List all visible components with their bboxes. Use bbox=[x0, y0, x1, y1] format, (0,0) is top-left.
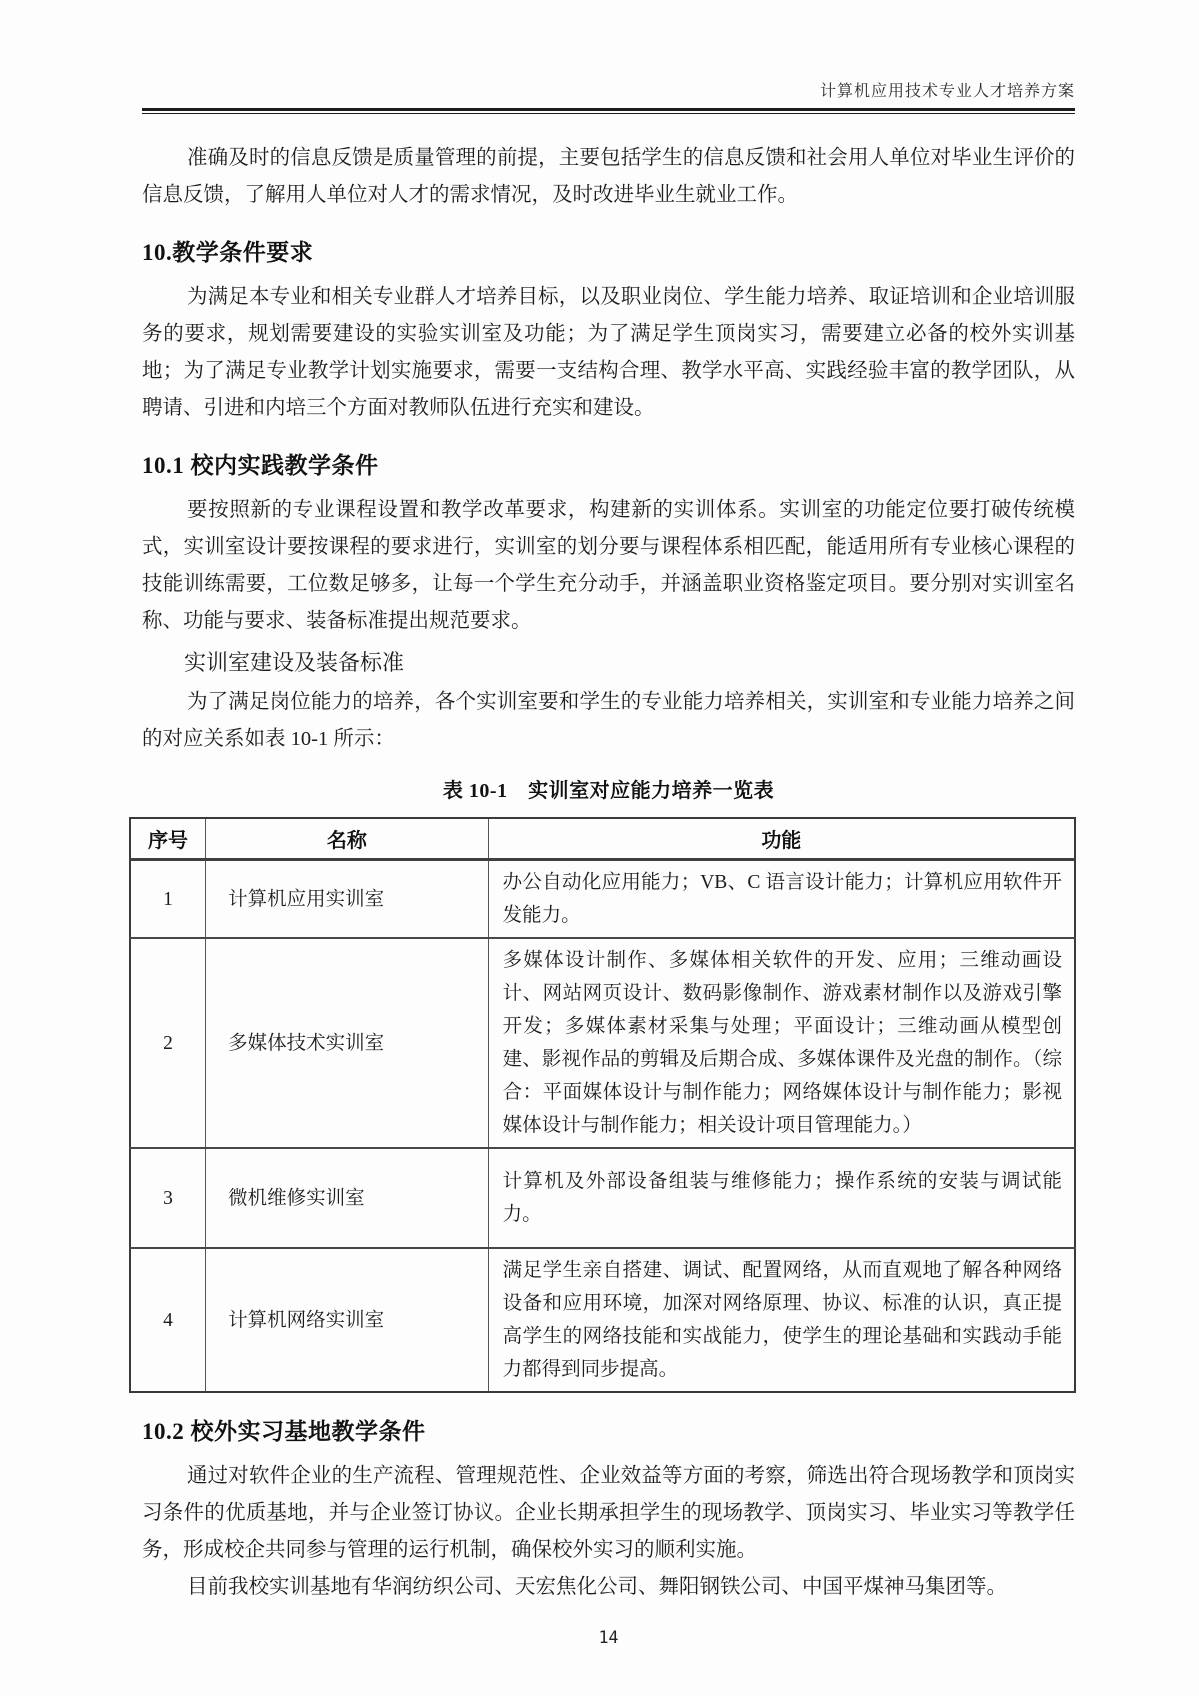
row-name: 计算机应用实训室 bbox=[206, 860, 489, 939]
table-row bbox=[130, 1148, 1075, 1248]
paragraph-10-1b: 为了满足岗位能力的培养，各个实训室要和学生的专业能力培养相关，实训室和专业能力培养之间的对应关系如表 10-1 所示： bbox=[142, 691, 1075, 750]
row-function: 办公自动化应用能力；VB、C 语言设计能力；计算机应用软件开发能力。 bbox=[488, 860, 1075, 939]
row-no: 1 bbox=[130, 860, 206, 939]
row-no: 2 bbox=[130, 938, 206, 1148]
row-function: 多媒体设计制作、多媒体相关软件的开发、应用；三维动画设计、网站网页设计、数码影像制作、游戏素材制作以及游戏引擎开发；多媒体素材采集与处理；平面设计；三维动画从模型创建、影视作品的剪辑及后期合成、多媒体课件及光盘的制作。（综合：平面媒体设计与制作能力；网络媒体设计与制作能力；影视媒体设计与制作能力；相关设计项目管理能力。） bbox=[488, 938, 1075, 1148]
paragraph-10-1a: 要按照新的专业课程设置和教学改革要求，构建新的实训体系。实训室的功能定位要打破传统模式，实训室设计要按课程的要求进行，实训室的划分要与课程体系相匹配，能适用所有专业核心课程的技能训练需要，工位数足够多，让每一个学生充分动手，并涵盖职业资格鉴定项目。要分别对实训室名称、功能与要求、装备标准提出规范要求。 bbox=[142, 499, 1075, 632]
row-no: 3 bbox=[130, 1148, 206, 1248]
row-name: 微机维修实训室 bbox=[206, 1148, 489, 1248]
table-header-row bbox=[130, 818, 1075, 860]
paragraph-10-2b: 目前我校实训基地有华润纺织公司、天宏焦化公司、舞阳钢铁公司、中国平煤神马集团等。 bbox=[187, 1576, 1007, 1598]
row-function: 满足学生亲自搭建、调试、配置网络，从而直观地了解各种网络设备和应用环境，加深对网络原理、协议、标准的认识，真正提高学生的网络技能和实战能力，使学生的理论基础和实践动手能力都得到同步提高。 bbox=[488, 1248, 1075, 1392]
subheading-lab-standard: 实训室建设及装备标准 bbox=[184, 650, 405, 675]
paragraph-intro: 准确及时的信息反馈是质量管理的前提，主要包括学生的信息反馈和社会用人单位对毕业生评价的信息反馈，了解用人单位对人才的需求情况，及时改进毕业生就业工作。 bbox=[142, 147, 1075, 206]
table-row bbox=[130, 860, 1075, 939]
header-rule bbox=[142, 108, 1075, 114]
training-room-ability-table bbox=[129, 817, 1076, 1393]
column-header-name: 名称 bbox=[206, 818, 489, 860]
row-name: 多媒体技术实训室 bbox=[206, 938, 489, 1148]
column-header-function: 功能 bbox=[488, 818, 1075, 860]
page-number: 14 bbox=[598, 1628, 619, 1647]
section-heading-10-1: 10.1 校内实践教学条件 bbox=[142, 453, 379, 478]
column-header-no: 序号 bbox=[130, 818, 206, 860]
table-row bbox=[130, 1248, 1075, 1392]
section-heading-10-2: 10.2 校外实习基地教学条件 bbox=[142, 1419, 426, 1444]
table-row bbox=[130, 938, 1075, 1148]
running-header-title: 计算机应用技术专业人才培养方案 bbox=[819, 83, 1075, 100]
row-name: 计算机网络实训室 bbox=[206, 1248, 489, 1392]
row-function: 计算机及外部设备组装与维修能力；操作系统的安装与调试能力。 bbox=[488, 1148, 1075, 1248]
paragraph-10: 为满足本专业和相关专业群人才培养目标，以及职业岗位、学生能力培养、取证培训和企业培训服务的要求，规划需要建设的实验实训室及功能；为了满足学生顶岗实习，需要建立必备的校外实训基地；为了满足专业教学计划实施要求，需要一支结构合理、教学水平高、实践经验丰富的教学团队，从聘请、引进和内培三个方面对教师队伍进行充实和建设。 bbox=[142, 286, 1075, 419]
section-heading-10: 10.教学条件要求 bbox=[142, 240, 314, 265]
paragraph-10-2a: 通过对软件企业的生产流程、管理规范性、企业效益等方面的考察，筛选出符合现场教学和顶岗实习条件的优质基地，并与企业签订协议。企业长期承担学生的现场教学、顶岗实习、毕业实习等教学任务，形成校企共同参与管理的运行机制，确保校外实习的顺利实施。 bbox=[142, 1465, 1075, 1561]
table-caption: 表 10-1 实训室对应能力培养一览表 bbox=[442, 780, 775, 802]
row-no: 4 bbox=[130, 1248, 206, 1392]
